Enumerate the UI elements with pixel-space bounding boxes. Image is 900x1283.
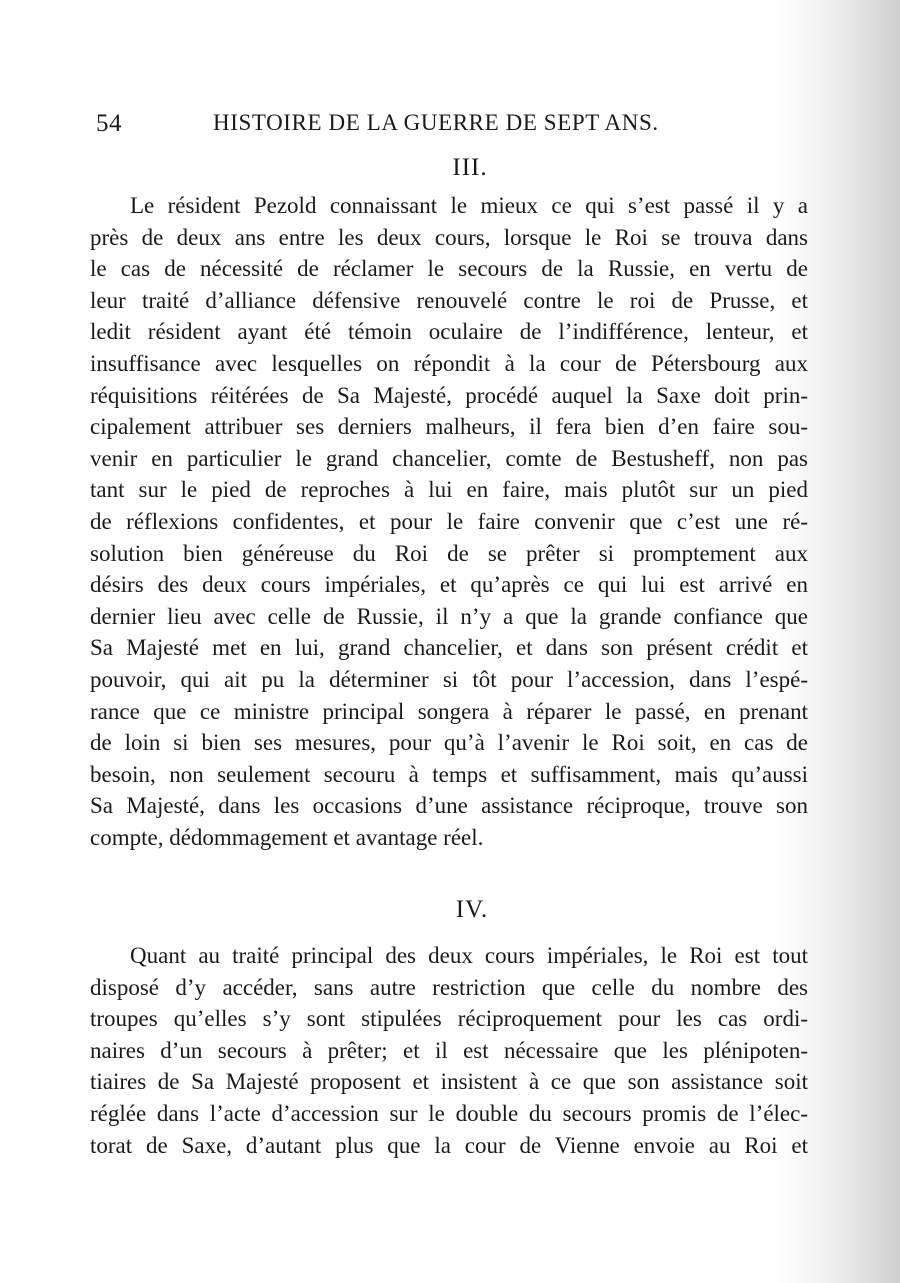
- page-header: [92, 110, 712, 144]
- text-line: tant sur le pied de reproches à lui en faire, mais plutôt sur un pied: [90, 477, 808, 503]
- text-line: Sa Majesté, dans les occasions d’une assistance réciproque, trouve son: [90, 793, 808, 819]
- text-line: ledit résident ayant été témoin oculaire de l’indifférence, lenteur, et: [90, 319, 808, 345]
- text-line: dernier lieu avec celle de Russie, il n’y a que la grande confiance que: [90, 603, 808, 629]
- text-line: de réflexions confidentes, et pour le faire convenir que c’est une ré-: [90, 508, 808, 534]
- text-line: réquisitions réitérées de Sa Majesté, procédé auquel la Saxe doit prin-: [90, 382, 808, 408]
- text-line: disposé d’y accéder, sans autre restriction que celle du nombre des: [90, 974, 808, 1000]
- text-line: naires d’un secours à prêter; et il est nécessaire que les plénipoten-: [90, 1037, 808, 1063]
- text-line: besoin, non seulement secouru à temps et suffisamment, mais qu’aussi: [90, 761, 808, 787]
- text-line: leur traité d’alliance défensive renouvelé contre le roi de Prusse, et: [90, 287, 808, 313]
- text-line: tiaires de Sa Majesté proposent et insistent à ce que son assistance soit: [90, 1069, 808, 1095]
- text-line: de loin si bien ses mesures, pour qu’à l’avenir le Roi soit, en cas de: [90, 730, 808, 756]
- text-line: compte, dédommagement et avantage réel.: [90, 824, 484, 850]
- text-line: Sa Majesté met en lui, grand chancelier, et dans son présent crédit et: [90, 635, 808, 661]
- running-title: HISTOIRE DE LA GUERRE DE SEPT ANS.: [213, 110, 659, 135]
- section-heading-iv: IV.: [455, 896, 489, 923]
- page-number: 54: [96, 110, 122, 137]
- section-iv-text: [90, 940, 808, 1161]
- text-line: désirs des deux cours impériales, et qu’après ce qui lui est arrivé en: [90, 572, 808, 598]
- text-line: réglée dans l’acte d’accession sur le double du secours promis de l’élec-: [90, 1100, 808, 1126]
- text-line: cipalement attribuer ses derniers malheurs, il fera bien d’en faire sou-: [90, 414, 808, 440]
- text-line: insuffisance avec lesquelles on répondit à la cour de Pétersbourg aux: [90, 350, 808, 376]
- text-line: Le résident Pezold connaissant le mieux ce qui s’est passé il y a: [130, 193, 808, 218]
- section-iii-text: [90, 190, 808, 853]
- text-line: troupes qu’elles s’y sont stipulées réciproquement pour les cas ordi-: [90, 1006, 808, 1032]
- section-heading-iii: III.: [452, 154, 488, 181]
- text-line: solution bien généreuse du Roi de se prêter si promptement aux: [90, 540, 808, 566]
- text-line: pouvoir, qui ait pu la déterminer si tôt pour l’accession, dans l’espé-: [90, 666, 808, 692]
- text-line: torat de Saxe, d’autant plus que la cour de Vienne envoie au Roi et: [90, 1132, 808, 1158]
- text-line: rance que ce ministre principal songera à réparer le passé, en prenant: [90, 698, 808, 724]
- text-line: près de deux ans entre les deux cours, lorsque le Roi se trouva dans: [90, 224, 808, 250]
- text-line: Quant au traité principal des deux cours impériales, le Roi est tout: [130, 943, 808, 968]
- text-line: venir en particulier le grand chancelier, comte de Bestusheff, non pas: [90, 445, 808, 471]
- text-line: le cas de nécessité de réclamer le secours de la Russie, en vertu de: [90, 256, 808, 282]
